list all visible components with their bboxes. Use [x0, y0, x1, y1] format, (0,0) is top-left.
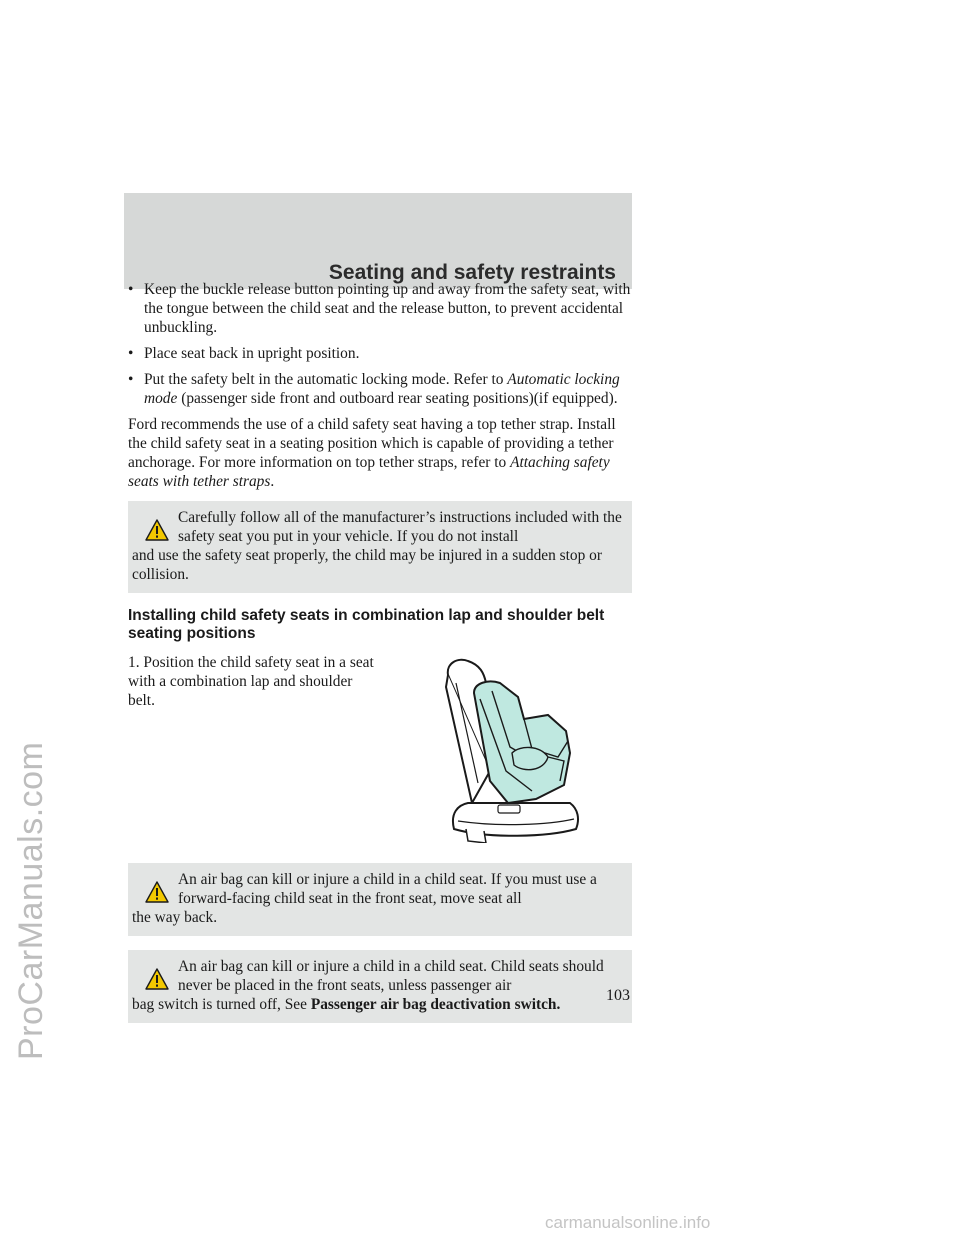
side-watermark-text: ProCarManuals.com	[12, 741, 50, 1060]
warning-text: Carefully follow all of the manufacturer’s instructions included with the safety seat you put in your vehicle. If you do not install	[178, 509, 622, 545]
list-item	[128, 280, 632, 337]
instruction-list	[128, 280, 632, 408]
step-row	[128, 653, 632, 853]
warning-box	[128, 501, 632, 593]
list-item	[128, 344, 632, 363]
page-content	[128, 280, 632, 1037]
list-item-text: Place seat back in upright position.	[144, 345, 360, 362]
side-watermark	[12, 741, 50, 1061]
warning-text: bag switch is turned off, See	[132, 996, 311, 1013]
list-item-text: Put the safety belt in the automatic locking mode. Refer to	[144, 371, 508, 388]
warning-text: the way back.	[132, 909, 218, 926]
section-title: Seating and safety restraints	[328, 261, 616, 284]
child-seat-illustration	[428, 653, 588, 843]
bullet-icon: •	[128, 345, 134, 362]
cross-reference: Passenger air bag deactivation switch.	[310, 996, 561, 1013]
list-item-text: (passenger side front and outboard rear seating positions)(if equipped).	[177, 390, 618, 407]
tether-paragraph: Ford recommends the use of a child safety seat having a top tether strap. Install the child safety seat in a seating position which is capable of providing a tether anchorage. For more information on top tether straps, refer to Attaching safety seats with tether straps.	[128, 416, 616, 490]
warning-icon	[145, 968, 169, 990]
list-item-text: Keep the buckle release button pointing up and away from the safety seat, with the tongue between the child seat and the release button, to prevent accidental unbuckling.	[144, 281, 631, 336]
footer-watermark: carmanualsonline.info	[545, 1213, 711, 1232]
section-header	[124, 193, 632, 289]
page-number: 103	[606, 987, 630, 1004]
section-heading: Installing child safety seats in combination lap and shoulder belt seating positions	[128, 607, 605, 642]
warning-text: An air bag can kill or injure a child in a child seat. If you must use a forward-facing child seat in the front seat, move seat all	[178, 871, 597, 907]
warning-text: An air bag can kill or injure a child in a child seat. Child seats should never be placed in the front seats, unless passenger air	[178, 958, 604, 994]
warning-box	[128, 863, 632, 936]
warning-icon	[145, 881, 169, 903]
bullet-icon: •	[128, 371, 134, 388]
warning-icon	[145, 519, 169, 541]
warning-box	[128, 950, 632, 1023]
step-text: 1. Position the child safety seat in a seat with a combination lap and shoulder belt.	[128, 654, 374, 709]
warning-text: and use the safety seat properly, the child may be injured in a sudden stop or collision.	[132, 547, 602, 583]
bullet-icon: •	[128, 281, 134, 298]
list-item	[128, 370, 632, 408]
cross-reference: Automatic locking mode	[144, 371, 620, 407]
cross-reference: Attaching safety seats with tether straps	[128, 454, 610, 490]
